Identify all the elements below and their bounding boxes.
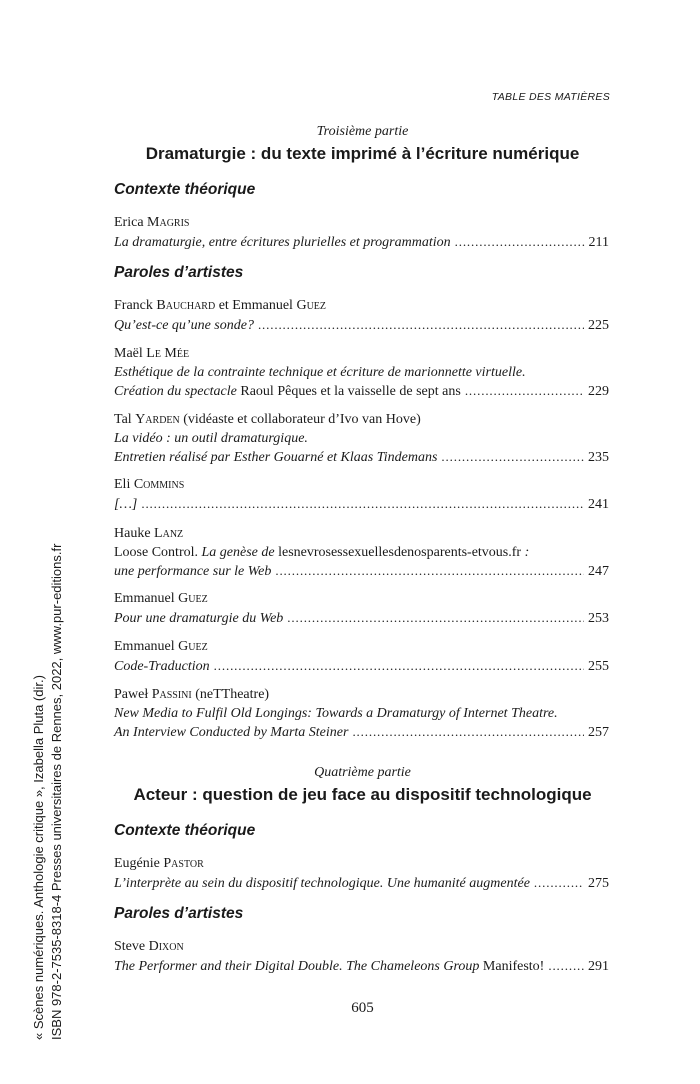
part-3-label: Troisième partie [316, 124, 409, 139]
entry-title-line: Loose Control. La genèse de lesnevrosessexuellesdenosparents-etvous.fr : [114, 544, 530, 560]
entry-title: […] [114, 496, 138, 512]
entry-page: 235 [588, 450, 609, 465]
toc-entry-yarden[interactable] [114, 411, 609, 468]
toc-entry-commins[interactable] [114, 476, 609, 514]
entry-title: Qu’est-ce qu’une sonde? [114, 317, 254, 333]
entry-title-line: La vidéo : un outil dramaturgique. [114, 430, 308, 446]
section-heading-artists-3: Paroles d’artistes [114, 264, 244, 281]
toc-entry-pastor[interactable] [114, 855, 609, 893]
entry-author: Hauke Lanz [114, 526, 184, 541]
entry-page: 291 [588, 958, 609, 974]
entry-title: Création du spectacle Raoul Pêques et la vaisselle de sept ans [114, 384, 461, 399]
entry-page: 275 [588, 875, 609, 891]
part-4-heading [0, 765, 700, 805]
entry-author: Steve Dixon [114, 939, 184, 954]
entry-page: 241 [588, 496, 609, 512]
entry-title: Pour une dramaturgie du Web [114, 610, 284, 626]
copyright-side-note [30, 480, 66, 1040]
entry-title: An Interview Conducted by Marta Steiner [114, 725, 349, 740]
running-head: TABLE DES MATIÈRES [491, 91, 610, 103]
side-note-line-2: ISBN 978-2-7535-8318-4 Presses universitaires de Rennes, 2022, www.pur-editions.fr [49, 543, 64, 1040]
entry-title: Code-Traduction [114, 658, 210, 674]
entry-author: Eli Commins [114, 477, 185, 492]
entry-page: 229 [588, 384, 609, 399]
entry-page: 247 [588, 564, 609, 579]
entry-title: L’interprète au sein du dispositif technologique. Une humanité augmentée [114, 875, 530, 891]
section-heading-artists-4: Paroles d’artistes [114, 905, 244, 922]
toc-entry-guez-2[interactable] [114, 638, 609, 676]
entry-page: 257 [588, 725, 609, 740]
toc-entry-bauchard[interactable] [114, 297, 609, 335]
page-number: 605 [351, 1000, 374, 1016]
toc-entry-lemee[interactable] [114, 345, 609, 402]
part-3-title: Dramaturgie : du texte imprimé à l’écriture numérique [145, 144, 580, 163]
entry-page: 253 [588, 610, 609, 626]
entry-author: Franck Bauchard et Emmanuel Guez [114, 298, 327, 313]
entry-page: 225 [588, 317, 609, 333]
part-4-label: Quatrième partie [314, 765, 411, 780]
entry-author: Tal Yarden (vidéaste et collaborateur d’Ivo van Hove) [114, 412, 421, 427]
entry-title: The Performer and their Digital Double. The Chameleons Group Manifesto! [114, 958, 545, 974]
section-heading-context-3: Contexte théorique [114, 181, 256, 198]
entry-title-line: New Media to Fulfil Old Longings: Towards a Dramaturgy of Internet Theatre. [114, 705, 558, 721]
entry-author: Paweł Passini (neTTheatre) [114, 687, 270, 702]
part-3-heading [0, 124, 700, 164]
entry-author: Erica Magris [114, 215, 190, 230]
toc-entry-lanz[interactable] [114, 525, 609, 582]
side-note-line-1: « Scènes numériques. Anthologie critique », Izabella Pluta (dir.) [31, 675, 46, 1040]
entry-page: 211 [588, 234, 609, 250]
entry-title: une performance sur le Web [114, 564, 272, 579]
entry-page: 255 [588, 658, 609, 674]
entry-author: Eugénie Pastor [114, 856, 204, 871]
entry-title-line: Esthétique de la contrainte technique et écriture de marionnette virtuelle. [114, 364, 526, 380]
entry-author: Maël Le Mée [114, 346, 190, 361]
toc-entry-magris[interactable] [114, 214, 609, 252]
toc-entry-guez-1[interactable] [114, 590, 609, 628]
toc-entry-dixon[interactable] [114, 938, 609, 976]
entry-title: Entretien réalisé par Esther Gouarné et Klaas Tindemans [114, 450, 438, 465]
toc-entry-passini[interactable] [114, 686, 609, 743]
entry-title: La dramaturgie, entre écritures plurielles et programmation [114, 234, 451, 250]
part-4-title: Acteur : question de jeu face au dispositif technologique [133, 785, 592, 804]
entry-author: Emmanuel Guez [114, 591, 208, 606]
section-heading-context-4: Contexte théorique [114, 822, 256, 839]
entry-author: Emmanuel Guez [114, 639, 208, 654]
